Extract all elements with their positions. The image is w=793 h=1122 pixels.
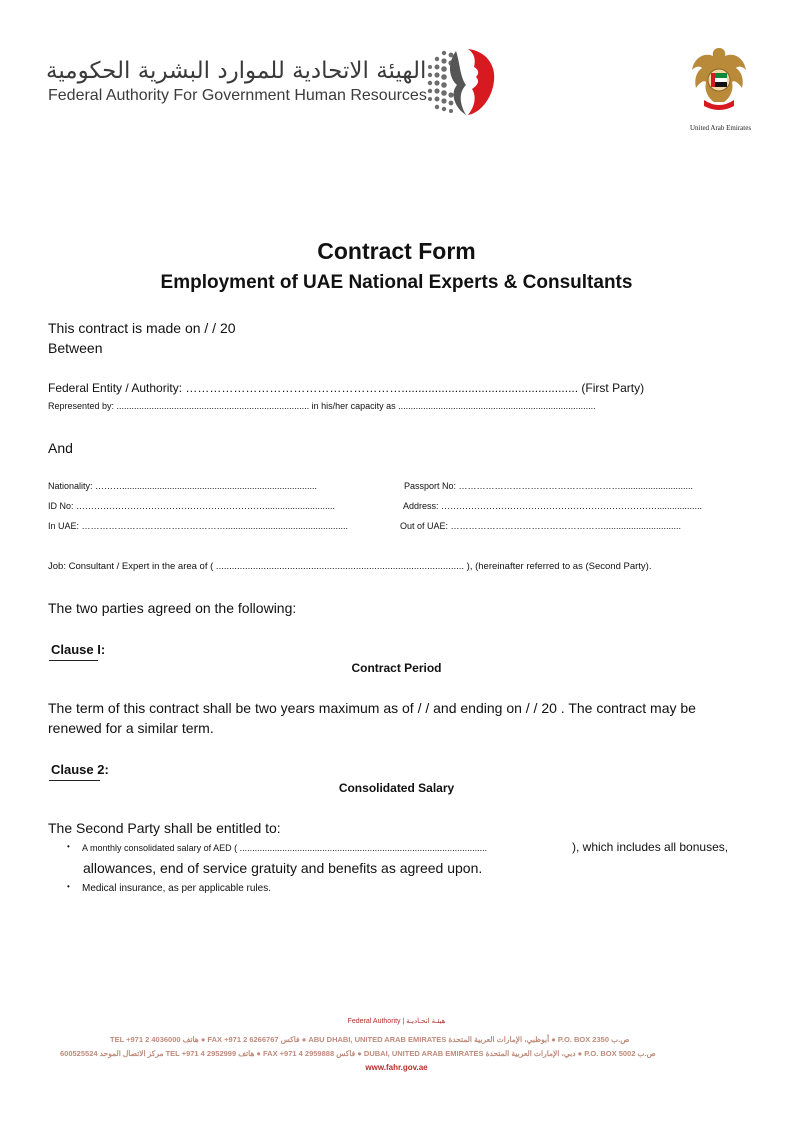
uae-emblem-icon — [690, 44, 748, 114]
clause-1-text: The term of this contract shall be two years maximum as of / / and ending on / / 20 . The contract may be renewed for a similar term. — [48, 700, 696, 736]
represented-field: Represented by: ............................................................................. in his/her capacity as ............................................................................... — [48, 401, 596, 411]
logo-arabic-text: الهيئة الاتحادية للموارد البشرية الحكومية — [46, 58, 427, 84]
out-of-uae-field: Out of UAE: ……………………………………………............................... — [400, 521, 682, 531]
entity-field: Federal Entity / Authority: ………………………………………………..................................................... (First Party) — [48, 381, 645, 395]
clause-2-intro: The Second Party shall be entitled to: — [48, 820, 281, 836]
salary-includes-text: ), which includes all bonuses, — [572, 840, 729, 854]
logo-english-text: Federal Authority For Government Human Resources — [48, 87, 427, 104]
passport-field: Passport No: ………………………………………………............................. — [404, 481, 694, 491]
medical-insurance-text: Medical insurance, as per applicable rules. — [82, 883, 271, 894]
and-text: And — [48, 440, 73, 456]
footer-abu-dhabi-line: TEL +971 2 4036000 هاتف ● FAX +971 2 6266767 فاكس ● ABU DHABI, UNITED ARAB EMIRATES أبوظبي، الإمارات العربية المتحدة ● P.O. BOX 2350 ص.ب — [110, 1035, 630, 1044]
footer-dubai-line: 600525524 مركز الاتصال الموحد TEL +971 4 2952999 هاتف ● FAX +971 4 2959888 فاكس ● DUBAI, UNITED ARAB EMIRATES دبي، الإمارات العربية المتحدة ● P.O. BOX 5002 ص.ب — [60, 1049, 656, 1058]
bullet-1: • — [67, 842, 70, 851]
agreement-text: The two parties agreed on the following: — [48, 600, 297, 616]
salary-field: A monthly consolidated salary of AED ( ................................................................................................... — [82, 843, 488, 853]
in-uae-field: In UAE: …………………………………………................................................. — [48, 521, 349, 531]
clause-2-label: Clause 2: — [51, 762, 109, 777]
job-field: Job: Consultant / Expert in the area of ( .............................................................................................. ), (hereinafter referred to as (Second Party). — [48, 561, 652, 572]
made-on-text: This contract is made on / / 20 — [48, 320, 236, 336]
nationality-field: Nationality: ……….............................................................................. — [48, 481, 318, 491]
document-subtitle: Employment of UAE National Experts & Consultants — [160, 272, 633, 293]
fahr-logo-icon — [424, 45, 498, 119]
emblem-caption: United Arab Emirates — [690, 124, 752, 132]
document-title: Contract Form — [317, 238, 476, 264]
footer-brand: Federal Authority | هيئـة اتحـاديـة — [347, 1018, 446, 1025]
footer-website-link[interactable]: www.fahr.gov.ae — [365, 1063, 428, 1072]
clause-1-heading: Contract Period — [351, 661, 442, 675]
clause-2-heading: Consolidated Salary — [338, 781, 455, 795]
between-text: Between — [48, 340, 103, 356]
bullet-2: • — [67, 882, 70, 891]
address-field: Address: ……………………………………………………………….................. — [403, 501, 703, 511]
id-number-field: ID No: ………………………………………………………............................ — [48, 501, 336, 511]
salary-benefits-text: allowances, end of service gratuity and benefits as agreed upon. — [83, 860, 483, 876]
clause-1-label: Clause I: — [51, 642, 106, 657]
